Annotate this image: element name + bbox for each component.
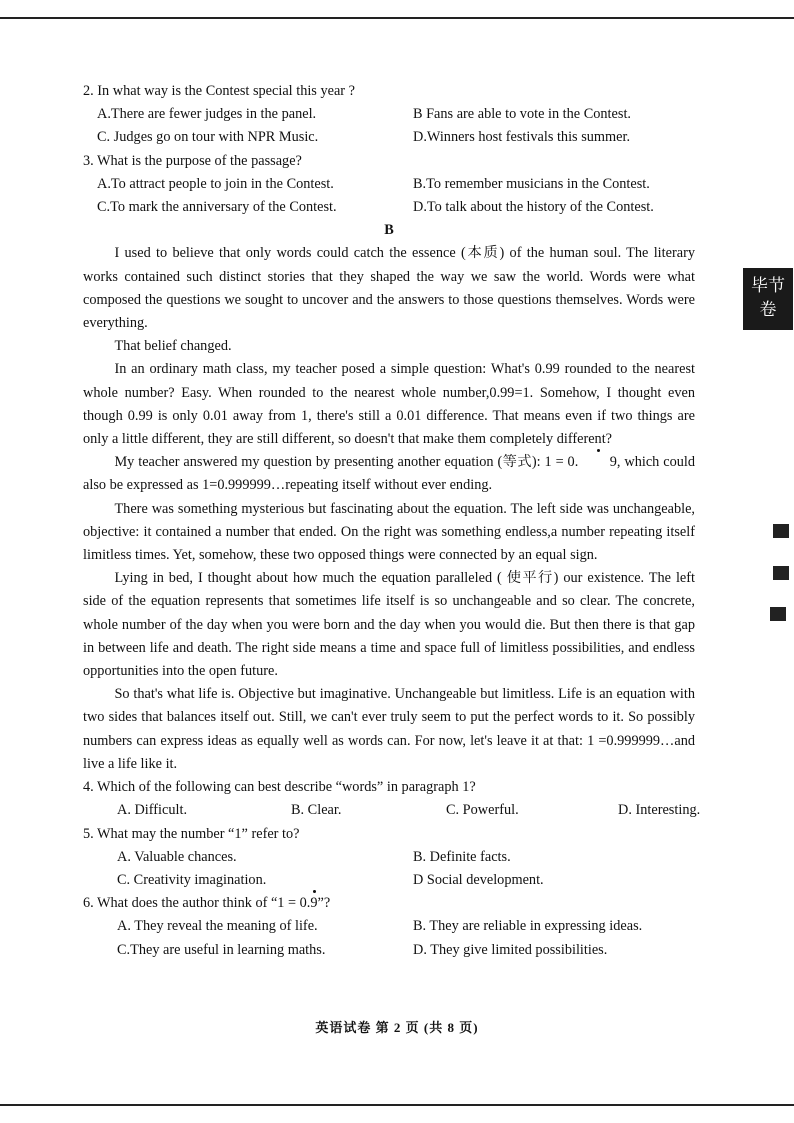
side-tab-line-2: 卷 [759, 300, 777, 319]
option-d: D. They give limited possibilities. [413, 941, 608, 958]
option-a: A.There are fewer judges in the panel. [97, 106, 317, 123]
margin-mark [773, 524, 789, 538]
question-2-options [83, 103, 695, 149]
option-d: D.To talk about the history of the Contest. [413, 199, 654, 216]
option-b: B. Definite facts. [413, 848, 511, 865]
passage-paragraph-1: I used to believe that only words could catch the essence (本质) of the human soul. The literary works contained such distinct stories that they shaped the way we saw the world. Words were what composed the questions we sought to uncover and the answers to those questions themselves. Words were everything. [83, 245, 695, 332]
question-4-options [83, 799, 701, 822]
option-d: D.Winners host festivals this summer. [413, 129, 631, 146]
option-c: C. Creativity imagination. [117, 871, 267, 888]
repeating-digit: 9 [578, 451, 617, 474]
paragraph-4-text-a: My teacher answered my question by presenting another equation (等式): 1 = 0. [114, 454, 579, 471]
question-3-stem: 3. What is the purpose of the passage? [83, 152, 302, 169]
question-2-stem: 2. In what way is the Contest special this year ? [83, 83, 355, 99]
question-3-options [83, 173, 695, 219]
repeating-digit: 9 [310, 892, 317, 915]
option-d: D. Interesting. [618, 802, 701, 819]
passage-paragraph-7: So that's what life is. Objective but imaginative. Unchangeable but limitless. Life is an equation with two sides that balances itself out. Still, we can't ever truly seem to put the perfect words to it. So possibly numbers can express ideas as equally well as words can. For now, let's leave it at that: 1 =0.999999…and live a life like it. [83, 686, 695, 772]
passage-paragraph-5: There was something mysterious but fascinating about the equation. The left side was unchangeable, objective: it contained a number that ended. On the right was something endless,a number repeating itself limitless times. Yet, somehow, these two opposed things were connected by an equal sign. [83, 500, 695, 564]
section-heading: B [384, 222, 394, 239]
option-b: B. They are reliable in expressing ideas. [413, 918, 643, 935]
option-c: C.To mark the anniversary of the Contest. [97, 199, 337, 216]
question-6-stem [83, 892, 695, 915]
question-5-stem: 5. What may the number “1” refer to? [83, 825, 300, 842]
option-b: B Fans are able to vote in the Contest. [413, 106, 631, 123]
option-b: B.To remember musicians in the Contest. [413, 175, 650, 192]
option-a: A.To attract people to join in the Contest. [97, 175, 334, 192]
passage-paragraph-4 [83, 451, 695, 497]
side-tab [743, 268, 793, 330]
option-a: A. Valuable chances. [117, 848, 237, 865]
option-c: C.They are useful in learning maths. [117, 941, 326, 958]
option-c: C. Judges go on tour with NPR Music. [97, 129, 319, 146]
page-footer: 英语试卷 第 2 页 (共 8 页) [315, 1020, 479, 1035]
option-c: C. Powerful. [446, 802, 519, 819]
question-4-stem: 4. Which of the following can best describe “words” in paragraph 1? [83, 779, 476, 796]
side-tab-line-1: 毕节 [751, 276, 785, 295]
option-a: A. They reveal the meaning of life. [117, 918, 318, 935]
exam-content [83, 80, 701, 962]
margin-mark [773, 566, 789, 580]
question-6-text-a: 6. What does the author think of “1 = 0. [83, 895, 311, 912]
passage-paragraph-2: That belief changed. [114, 338, 232, 355]
option-b: B. Clear. [291, 802, 342, 819]
passage-paragraph-3: In an ordinary math class, my teacher posed a simple question: What's 0.99 rounded to the nearest whole number? Easy. When rounded to the nearest whole number,0.99=1. Somehow, I thought even though 0.99 is only 0.01 away from 1, there's still a 0.01 difference. That means even if two things are only a little different, they are still different, so doesn't that make them completely different? [83, 361, 695, 448]
paragraph-4-text-b: , which could also be expressed as 1=0.999999…repeating itself without ever ending. [83, 454, 695, 494]
top-rule [0, 17, 794, 19]
bottom-rule [0, 1104, 794, 1106]
margin-mark [770, 607, 786, 621]
passage-paragraph-6: Lying in bed, I thought about how much the equation paralleled ( 使平行) our existence. The left side of the equation represents that sometimes life itself is so unchangeable and so clear. The concrete, whole number of the day when you were born and the day when you would die. But then there is that gap in between life and death. The right side means a time and space full of limitless possibilities, and endless opportunities into the open future. [83, 570, 695, 680]
question-6-text-b: ”? [317, 895, 331, 912]
option-a: A. Difficult. [117, 802, 188, 819]
question-5-options [83, 846, 695, 892]
option-d: D Social development. [413, 871, 544, 888]
question-6-options [83, 915, 695, 961]
